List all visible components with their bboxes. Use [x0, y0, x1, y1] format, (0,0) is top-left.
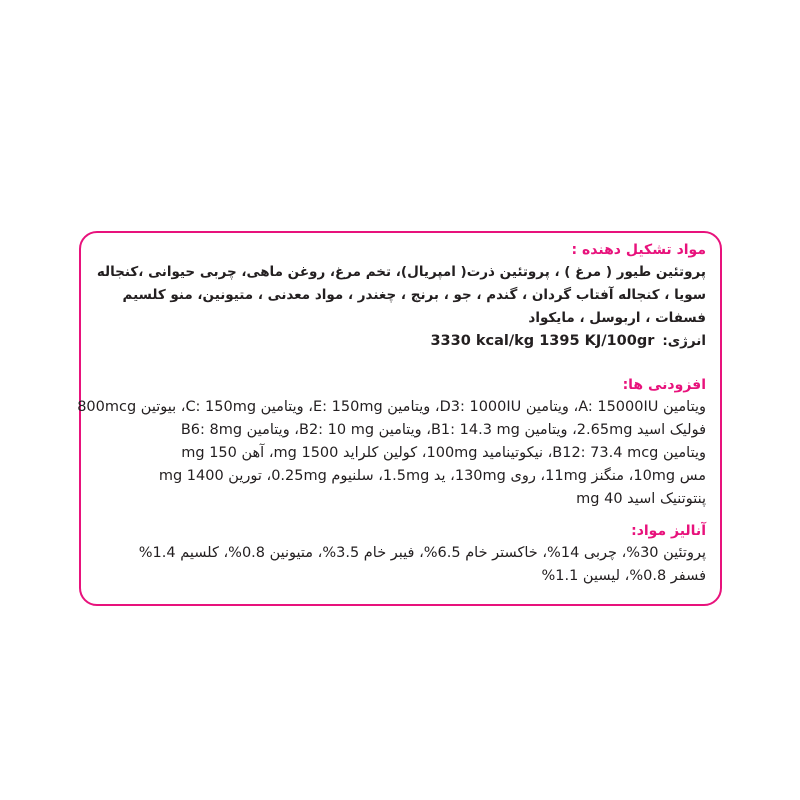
analysis-section	[95, 520, 706, 588]
additives-heading: افزودنی ها:	[622, 377, 706, 393]
product-info-card	[79, 231, 722, 606]
analysis-line: پروتئین 30%، چربی 14%، خاکستر خام 6.5%، فیبر خام 3.5%، متیونین 0.8%، کلسیم 1.4%	[138, 545, 706, 561]
energy-row	[95, 330, 706, 353]
ingredients-line: سویا ، کنجاله آفتاب گردان ، گندم ، جو ، برنج ، چغندر ، مواد معدنی ، متیونین، منو کلسیم	[122, 287, 706, 303]
ingredients-heading: مواد تشکیل دهنده :	[571, 242, 706, 258]
energy-label: انرژی:	[662, 333, 706, 349]
ingredients-line: پروتئین طیور ( مرغ ) ، پروتئین ذرت( امپریال)، تخم مرغ، روغن ماهی، چربی حیوانی ،کنجاله	[96, 264, 706, 280]
energy-value: 3330 kcal/kg 1395 KJ/100gr	[430, 333, 655, 349]
additives-line: ویتامین A: 15000IU، ویتامین D3: 1000IU، ویتامین E: 150mg، ویتامین C: 150mg، بیوتین 800mcg	[77, 399, 706, 415]
additives-line: فولیک اسید 2.65mg، ویتامین B1: 14.3 mg، ویتامین B2: 10 mg، ویتامین B6: 8mg	[180, 422, 706, 438]
additives-line: ویتامین B12: 73.4 mcg، نیکوتینامید 100mg، کولین کلراید 1500 mg، آهن 150 mg	[181, 445, 706, 461]
analysis-line: فسفر 0.8%، لیسین 1.1%	[541, 568, 706, 584]
analysis-heading: آنالیز مواد:	[631, 523, 706, 539]
additives-section	[77, 374, 706, 511]
additives-line: پنتوتنیک اسید 40 mg	[576, 491, 706, 507]
ingredients-section	[95, 239, 706, 353]
ingredients-line: فسفات ، اربوسل ، مایکواد	[528, 310, 706, 326]
additives-line: مس 10mg، منگنز 11mg، روی 130mg، ید 1.5mg، سلنیوم 0.25mg، تورین 1400 mg	[158, 468, 706, 484]
